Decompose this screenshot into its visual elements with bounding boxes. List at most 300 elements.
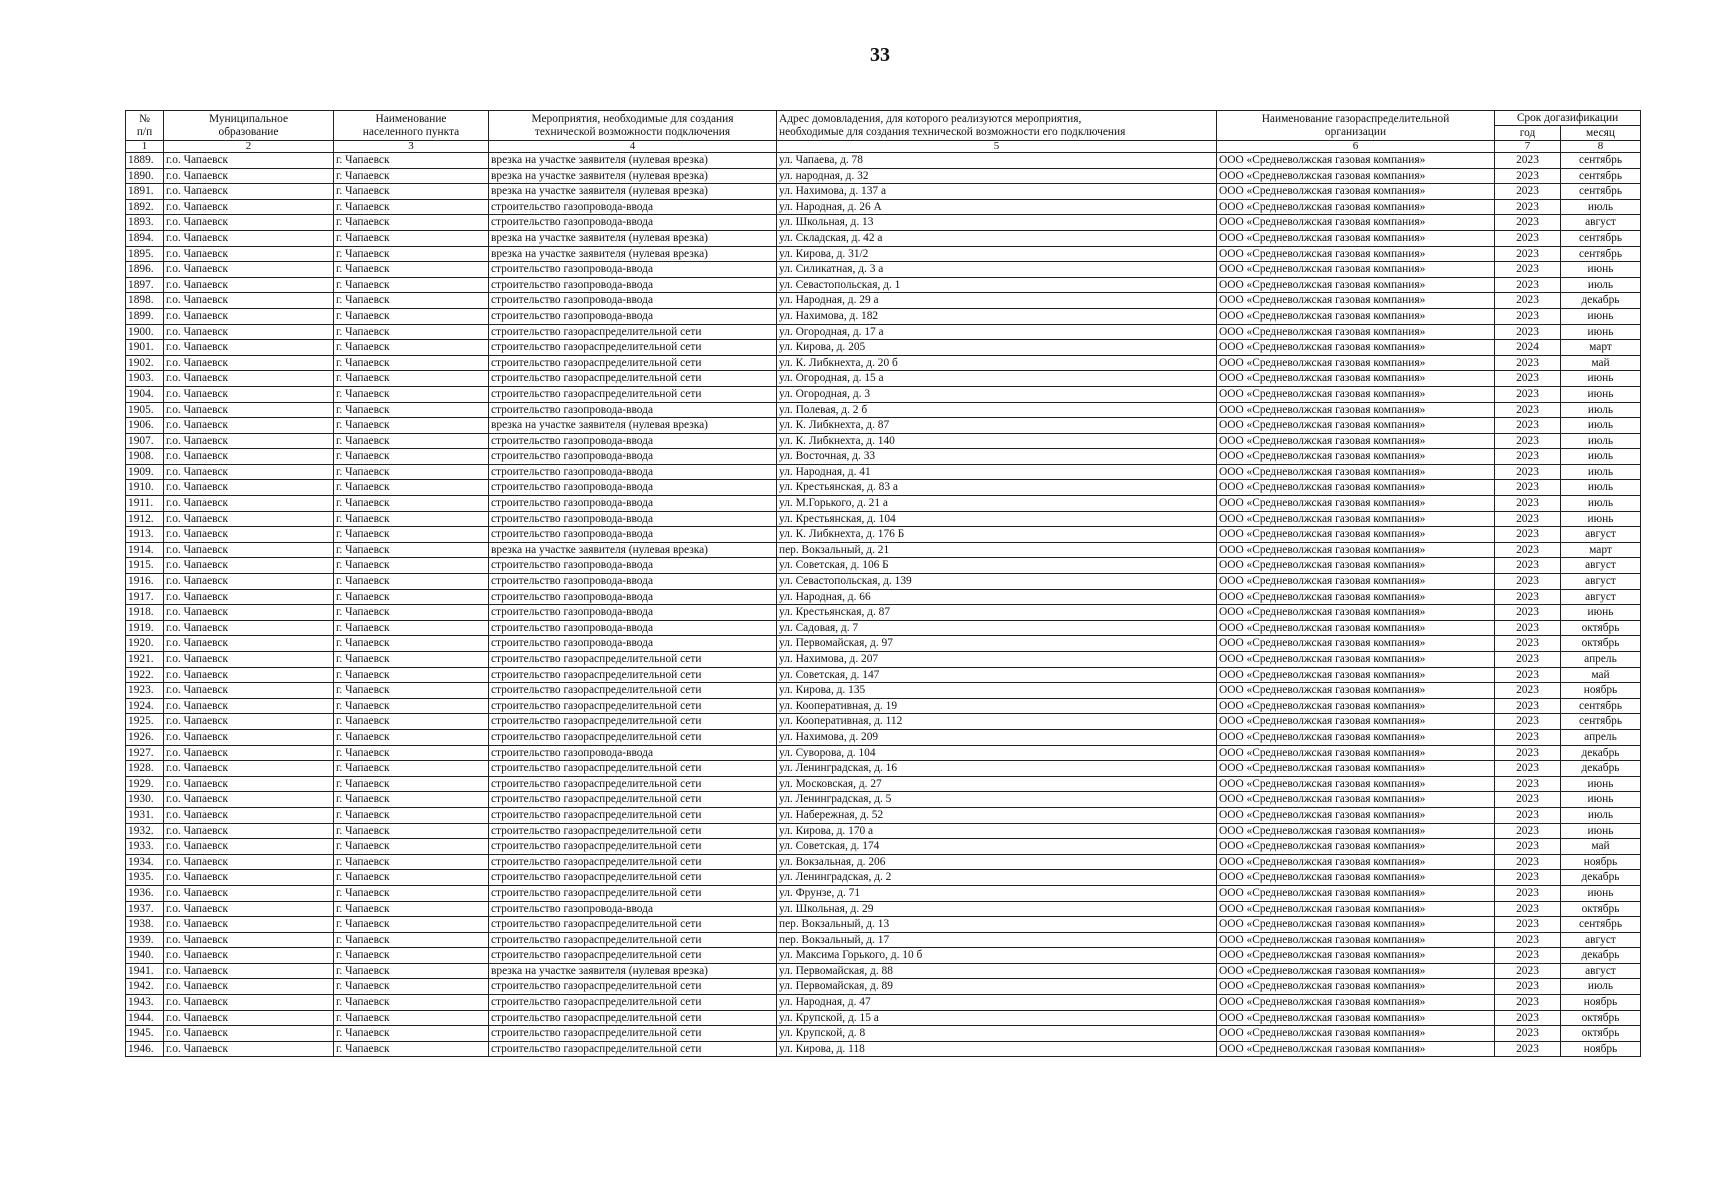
month-cell: сентябрь — [1561, 184, 1641, 200]
year-cell: 2023 — [1495, 605, 1561, 621]
year-cell: 2023 — [1495, 948, 1561, 964]
col-number: 6 — [1217, 141, 1495, 153]
activity-cell: строительство газораспределительной сети — [489, 839, 777, 855]
municipality-cell: г.о. Чапаевск — [164, 948, 334, 964]
address-cell: ул. Чапаева, д. 78 — [777, 153, 1217, 169]
table-row — [126, 215, 1641, 231]
row-number: 1923. — [126, 683, 164, 699]
locality-cell: г. Чапаевск — [334, 230, 489, 246]
month-cell: сентябрь — [1561, 698, 1641, 714]
organization-cell: ООО «Средневолжская газовая компания» — [1217, 963, 1495, 979]
row-number: 1889. — [126, 153, 164, 169]
address-cell: ул. Огородная, д. 3 — [777, 386, 1217, 402]
address-cell: ул. Восточная, д. 33 — [777, 449, 1217, 465]
locality-cell: г. Чапаевск — [334, 1041, 489, 1057]
address-cell: ул. К. Либкнехта, д. 87 — [777, 418, 1217, 434]
organization-cell: ООО «Средневолжская газовая компания» — [1217, 199, 1495, 215]
row-number: 1912. — [126, 511, 164, 527]
organization-cell: ООО «Средневолжская газовая компания» — [1217, 1010, 1495, 1026]
month-cell: сентябрь — [1561, 230, 1641, 246]
locality-cell: г. Чапаевск — [334, 527, 489, 543]
address-cell: ул. Суворова, д. 104 — [777, 745, 1217, 761]
locality-cell: г. Чапаевск — [334, 948, 489, 964]
municipality-cell: г.о. Чапаевск — [164, 464, 334, 480]
organization-cell: ООО «Средневолжская газовая компания» — [1217, 605, 1495, 621]
month-cell: апрель — [1561, 729, 1641, 745]
address-cell: ул. Фрунзе, д. 71 — [777, 885, 1217, 901]
year-cell: 2023 — [1495, 667, 1561, 683]
row-number: 1892. — [126, 199, 164, 215]
address-cell: ул. М.Горького, д. 21 а — [777, 496, 1217, 512]
municipality-cell: г.о. Чапаевск — [164, 449, 334, 465]
locality-cell: г. Чапаевск — [334, 168, 489, 184]
table-row — [126, 277, 1641, 293]
locality-cell: г. Чапаевск — [334, 714, 489, 730]
table-row — [126, 963, 1641, 979]
address-cell: ул. Кооперативная, д. 19 — [777, 698, 1217, 714]
table-row — [126, 496, 1641, 512]
activity-cell: строительство газораспределительной сети — [489, 776, 777, 792]
organization-cell: ООО «Средневолжская газовая компания» — [1217, 995, 1495, 1011]
locality-cell: г. Чапаевск — [334, 418, 489, 434]
municipality-cell: г.о. Чапаевск — [164, 184, 334, 200]
year-cell: 2023 — [1495, 636, 1561, 652]
month-cell: март — [1561, 340, 1641, 356]
organization-cell: ООО «Средневолжская газовая компания» — [1217, 574, 1495, 590]
year-cell: 2023 — [1495, 917, 1561, 933]
year-cell: 2023 — [1495, 932, 1561, 948]
municipality-cell: г.о. Чапаевск — [164, 355, 334, 371]
table-row — [126, 948, 1641, 964]
year-cell: 2023 — [1495, 854, 1561, 870]
year-cell: 2023 — [1495, 698, 1561, 714]
row-number: 1944. — [126, 1010, 164, 1026]
activity-cell: строительство газопровода-ввода — [489, 402, 777, 418]
row-number: 1905. — [126, 402, 164, 418]
address-cell: пер. Вокзальный, д. 13 — [777, 917, 1217, 933]
organization-cell: ООО «Средневолжская газовая компания» — [1217, 870, 1495, 886]
organization-cell: ООО «Средневолжская газовая компания» — [1217, 293, 1495, 309]
year-cell: 2023 — [1495, 511, 1561, 527]
table-row — [126, 761, 1641, 777]
locality-cell: г. Чапаевск — [334, 184, 489, 200]
table-row — [126, 979, 1641, 995]
locality-cell: г. Чапаевск — [334, 745, 489, 761]
address-cell: ул. Ленинградская, д. 2 — [777, 870, 1217, 886]
municipality-cell: г.о. Чапаевск — [164, 761, 334, 777]
activity-cell: строительство газораспределительной сети — [489, 714, 777, 730]
organization-cell: ООО «Средневолжская газовая компания» — [1217, 371, 1495, 387]
organization-cell: ООО «Средневолжская газовая компания» — [1217, 823, 1495, 839]
row-number: 1931. — [126, 807, 164, 823]
month-cell: июнь — [1561, 823, 1641, 839]
activity-cell: строительство газопровода-ввода — [489, 308, 777, 324]
table-row — [126, 917, 1641, 933]
table-row — [126, 293, 1641, 309]
table-row — [126, 714, 1641, 730]
municipality-cell: г.о. Чапаевск — [164, 605, 334, 621]
address-cell: ул. Нахимова, д. 137 а — [777, 184, 1217, 200]
table-row — [126, 605, 1641, 621]
address-cell: ул. Крупской, д. 8 — [777, 1026, 1217, 1042]
municipality-cell: г.о. Чапаевск — [164, 979, 334, 995]
row-number: 1936. — [126, 885, 164, 901]
address-cell: ул. Севастопольская, д. 1 — [777, 277, 1217, 293]
municipality-cell: г.о. Чапаевск — [164, 511, 334, 527]
table-row — [126, 433, 1641, 449]
municipality-cell: г.о. Чапаевск — [164, 293, 334, 309]
month-cell: декабрь — [1561, 870, 1641, 886]
year-cell: 2023 — [1495, 277, 1561, 293]
row-number: 1925. — [126, 714, 164, 730]
locality-cell: г. Чапаевск — [334, 839, 489, 855]
locality-cell: г. Чапаевск — [334, 667, 489, 683]
year-cell: 2023 — [1495, 324, 1561, 340]
organization-cell: ООО «Средневолжская газовая компания» — [1217, 807, 1495, 823]
table-row — [126, 168, 1641, 184]
row-number: 1946. — [126, 1041, 164, 1057]
table-container — [125, 110, 1641, 1057]
month-cell: июнь — [1561, 308, 1641, 324]
year-cell: 2023 — [1495, 823, 1561, 839]
organization-cell: ООО «Средневолжская газовая компания» — [1217, 480, 1495, 496]
activity-cell: строительство газопровода-ввода — [489, 215, 777, 231]
organization-cell: ООО «Средневолжская газовая компания» — [1217, 355, 1495, 371]
activity-cell: строительство газопровода-ввода — [489, 745, 777, 761]
year-cell: 2023 — [1495, 168, 1561, 184]
col-number: 3 — [334, 141, 489, 153]
address-cell: ул. Советская, д. 106 Б — [777, 558, 1217, 574]
address-cell: ул. Кирова, д. 135 — [777, 683, 1217, 699]
activity-cell: строительство газораспределительной сети — [489, 324, 777, 340]
table-row — [126, 1041, 1641, 1057]
year-cell: 2023 — [1495, 729, 1561, 745]
municipality-cell: г.о. Чапаевск — [164, 901, 334, 917]
table-row — [126, 184, 1641, 200]
activity-cell: строительство газораспределительной сети — [489, 667, 777, 683]
address-cell: ул. Московская, д. 27 — [777, 776, 1217, 792]
year-cell: 2023 — [1495, 901, 1561, 917]
activity-cell: строительство газопровода-ввода — [489, 605, 777, 621]
year-cell: 2023 — [1495, 620, 1561, 636]
organization-cell: ООО «Средневолжская газовая компания» — [1217, 839, 1495, 855]
organization-cell: ООО «Средневолжская газовая компания» — [1217, 917, 1495, 933]
gasification-table — [125, 110, 1641, 1057]
activity-cell: строительство газопровода-ввода — [489, 480, 777, 496]
row-number: 1899. — [126, 308, 164, 324]
year-cell: 2023 — [1495, 371, 1561, 387]
municipality-cell: г.о. Чапаевск — [164, 745, 334, 761]
row-number: 1897. — [126, 277, 164, 293]
activity-cell: строительство газораспределительной сети — [489, 1041, 777, 1057]
organization-cell: ООО «Средневолжская газовая компания» — [1217, 262, 1495, 278]
organization-cell: ООО «Средневолжская газовая компания» — [1217, 511, 1495, 527]
address-cell: ул. Нахимова, д. 207 — [777, 652, 1217, 668]
locality-cell: г. Чапаевск — [334, 901, 489, 917]
municipality-cell: г.о. Чапаевск — [164, 246, 334, 262]
year-cell: 2023 — [1495, 184, 1561, 200]
row-number: 1898. — [126, 293, 164, 309]
municipality-cell: г.о. Чапаевск — [164, 340, 334, 356]
row-number: 1938. — [126, 917, 164, 933]
organization-cell: ООО «Средневолжская газовая компания» — [1217, 979, 1495, 995]
header-num: № п/п — [126, 111, 164, 141]
row-number: 1919. — [126, 620, 164, 636]
municipality-cell: г.о. Чапаевск — [164, 262, 334, 278]
organization-cell: ООО «Средневолжская газовая компания» — [1217, 433, 1495, 449]
locality-cell: г. Чапаевск — [334, 854, 489, 870]
row-number: 1939. — [126, 932, 164, 948]
municipality-cell: г.о. Чапаевск — [164, 714, 334, 730]
organization-cell: ООО «Средневолжская газовая компания» — [1217, 308, 1495, 324]
year-cell: 2023 — [1495, 262, 1561, 278]
table-row — [126, 792, 1641, 808]
locality-cell: г. Чапаевск — [334, 870, 489, 886]
activity-cell: строительство газораспределительной сети — [489, 854, 777, 870]
locality-cell: г. Чапаевск — [334, 807, 489, 823]
table-row — [126, 355, 1641, 371]
locality-cell: г. Чапаевск — [334, 324, 489, 340]
locality-cell: г. Чапаевск — [334, 246, 489, 262]
col-number: 7 — [1495, 141, 1561, 153]
month-cell: июль — [1561, 464, 1641, 480]
address-cell: ул. Крестьянская, д. 83 а — [777, 480, 1217, 496]
table-row — [126, 995, 1641, 1011]
organization-cell: ООО «Средневолжская газовая компания» — [1217, 324, 1495, 340]
locality-cell: г. Чапаевск — [334, 1010, 489, 1026]
locality-cell: г. Чапаевск — [334, 355, 489, 371]
month-cell: май — [1561, 839, 1641, 855]
municipality-cell: г.о. Чапаевск — [164, 199, 334, 215]
row-number: 1935. — [126, 870, 164, 886]
row-number: 1914. — [126, 542, 164, 558]
municipality-cell: г.о. Чапаевск — [164, 418, 334, 434]
table-row — [126, 230, 1641, 246]
activity-cell: врезка на участке заявителя (нулевая врезка) — [489, 246, 777, 262]
year-cell: 2023 — [1495, 558, 1561, 574]
year-cell: 2023 — [1495, 995, 1561, 1011]
month-cell: март — [1561, 542, 1641, 558]
table-row — [126, 153, 1641, 169]
address-cell: ул. Вокзальная, д. 206 — [777, 854, 1217, 870]
year-cell: 2023 — [1495, 963, 1561, 979]
table-row — [126, 885, 1641, 901]
row-number: 1903. — [126, 371, 164, 387]
locality-cell: г. Чапаевск — [334, 963, 489, 979]
locality-cell: г. Чапаевск — [334, 652, 489, 668]
activity-cell: врезка на участке заявителя (нулевая врезка) — [489, 153, 777, 169]
table-header — [126, 111, 1641, 153]
activity-cell: строительство газораспределительной сети — [489, 885, 777, 901]
activity-cell: строительство газораспределительной сети — [489, 995, 777, 1011]
page-number: 33 — [870, 44, 890, 66]
municipality-cell: г.о. Чапаевск — [164, 807, 334, 823]
municipality-cell: г.о. Чапаевск — [164, 1026, 334, 1042]
activity-cell: строительство газораспределительной сети — [489, 355, 777, 371]
month-cell: май — [1561, 355, 1641, 371]
month-cell: сентябрь — [1561, 917, 1641, 933]
locality-cell: г. Чапаевск — [334, 823, 489, 839]
locality-cell: г. Чапаевск — [334, 698, 489, 714]
row-number: 1928. — [126, 761, 164, 777]
year-cell: 2023 — [1495, 230, 1561, 246]
activity-cell: строительство газораспределительной сети — [489, 652, 777, 668]
organization-cell: ООО «Средневолжская газовая компания» — [1217, 464, 1495, 480]
month-cell: сентябрь — [1561, 168, 1641, 184]
municipality-cell: г.о. Чапаевск — [164, 932, 334, 948]
row-number: 1934. — [126, 854, 164, 870]
activity-cell: строительство газопровода-ввода — [489, 449, 777, 465]
month-cell: июль — [1561, 807, 1641, 823]
municipality-cell: г.о. Чапаевск — [164, 870, 334, 886]
col-number: 4 — [489, 141, 777, 153]
locality-cell: г. Чапаевск — [334, 792, 489, 808]
year-cell: 2023 — [1495, 807, 1561, 823]
table-row — [126, 652, 1641, 668]
table-row — [126, 340, 1641, 356]
month-cell: июль — [1561, 402, 1641, 418]
table-row — [126, 402, 1641, 418]
activity-cell: строительство газораспределительной сети — [489, 807, 777, 823]
year-cell: 2023 — [1495, 1026, 1561, 1042]
municipality-cell: г.о. Чапаевск — [164, 371, 334, 387]
address-cell: ул. Первомайская, д. 88 — [777, 963, 1217, 979]
row-number: 1941. — [126, 963, 164, 979]
month-cell: август — [1561, 963, 1641, 979]
organization-cell: ООО «Средневолжская газовая компания» — [1217, 1041, 1495, 1057]
row-number: 1893. — [126, 215, 164, 231]
table-row — [126, 667, 1641, 683]
row-number: 1901. — [126, 340, 164, 356]
activity-cell: врезка на участке заявителя (нулевая врезка) — [489, 230, 777, 246]
activity-cell: строительство газопровода-ввода — [489, 433, 777, 449]
activity-cell: строительство газораспределительной сети — [489, 698, 777, 714]
municipality-cell: г.о. Чапаевск — [164, 995, 334, 1011]
organization-cell: ООО «Средневолжская газовая компания» — [1217, 932, 1495, 948]
activity-cell: строительство газопровода-ввода — [489, 511, 777, 527]
month-cell: октябрь — [1561, 901, 1641, 917]
locality-cell: г. Чапаевск — [334, 308, 489, 324]
locality-cell: г. Чапаевск — [334, 496, 489, 512]
table-row — [126, 262, 1641, 278]
table-row — [126, 464, 1641, 480]
locality-cell: г. Чапаевск — [334, 620, 489, 636]
address-cell: ул. Огородная, д. 15 а — [777, 371, 1217, 387]
row-number: 1907. — [126, 433, 164, 449]
row-number: 1943. — [126, 995, 164, 1011]
year-cell: 2023 — [1495, 1041, 1561, 1057]
address-cell: ул. Народная, д. 66 — [777, 589, 1217, 605]
locality-cell: г. Чапаевск — [334, 215, 489, 231]
locality-cell: г. Чапаевск — [334, 449, 489, 465]
month-cell: июль — [1561, 496, 1641, 512]
address-cell: ул. К. Либкнехта, д. 140 — [777, 433, 1217, 449]
organization-cell: ООО «Средневолжская газовая компания» — [1217, 230, 1495, 246]
organization-cell: ООО «Средневолжская газовая компания» — [1217, 418, 1495, 434]
address-cell: ул. Нахимова, д. 209 — [777, 729, 1217, 745]
year-cell: 2023 — [1495, 761, 1561, 777]
municipality-cell: г.о. Чапаевск — [164, 308, 334, 324]
organization-cell: ООО «Средневолжская газовая компания» — [1217, 527, 1495, 543]
year-cell: 2023 — [1495, 979, 1561, 995]
address-cell: ул. народная, д. 32 — [777, 168, 1217, 184]
locality-cell: г. Чапаевск — [334, 1026, 489, 1042]
municipality-cell: г.о. Чапаевск — [164, 153, 334, 169]
organization-cell: ООО «Средневолжская газовая компания» — [1217, 386, 1495, 402]
municipality-cell: г.о. Чапаевск — [164, 729, 334, 745]
activity-cell: строительство газораспределительной сети — [489, 823, 777, 839]
table-row — [126, 511, 1641, 527]
month-cell: май — [1561, 667, 1641, 683]
row-number: 1916. — [126, 574, 164, 590]
municipality-cell: г.о. Чапаевск — [164, 839, 334, 855]
row-number: 1915. — [126, 558, 164, 574]
year-cell: 2023 — [1495, 402, 1561, 418]
activity-cell: строительство газораспределительной сети — [489, 932, 777, 948]
month-cell: август — [1561, 215, 1641, 231]
month-cell: июнь — [1561, 511, 1641, 527]
row-number: 1910. — [126, 480, 164, 496]
activity-cell: строительство газораспределительной сети — [489, 948, 777, 964]
year-cell: 2023 — [1495, 480, 1561, 496]
address-cell: ул. Кирова, д. 205 — [777, 340, 1217, 356]
header-month: месяц — [1561, 126, 1641, 141]
address-cell: ул. Народная, д. 47 — [777, 995, 1217, 1011]
header-term: Срок догазификации — [1495, 111, 1641, 126]
address-cell: ул. Крестьянская, д. 87 — [777, 605, 1217, 621]
table-row — [126, 729, 1641, 745]
locality-cell: г. Чапаевск — [334, 683, 489, 699]
month-cell: июль — [1561, 979, 1641, 995]
organization-cell: ООО «Средневолжская газовая компания» — [1217, 589, 1495, 605]
address-cell: ул. Полевая, д. 2 б — [777, 402, 1217, 418]
organization-cell: ООО «Средневолжская газовая компания» — [1217, 636, 1495, 652]
activity-cell: строительство газопровода-ввода — [489, 620, 777, 636]
organization-cell: ООО «Средневолжская газовая компания» — [1217, 854, 1495, 870]
locality-cell: г. Чапаевск — [334, 153, 489, 169]
table-row — [126, 1010, 1641, 1026]
row-number: 1906. — [126, 418, 164, 434]
address-cell: ул. Ленинградская, д. 16 — [777, 761, 1217, 777]
address-cell: ул. Севастопольская, д. 139 — [777, 574, 1217, 590]
activity-cell: строительство газораспределительной сети — [489, 1010, 777, 1026]
year-cell: 2023 — [1495, 433, 1561, 449]
address-cell: пер. Вокзальный, д. 21 — [777, 542, 1217, 558]
organization-cell: ООО «Средневолжская газовая компания» — [1217, 168, 1495, 184]
year-cell: 2023 — [1495, 885, 1561, 901]
address-cell: ул. Крестьянская, д. 104 — [777, 511, 1217, 527]
municipality-cell: г.о. Чапаевск — [164, 433, 334, 449]
table-row — [126, 636, 1641, 652]
organization-cell: ООО «Средневолжская газовая компания» — [1217, 184, 1495, 200]
locality-cell: г. Чапаевск — [334, 464, 489, 480]
month-cell: июль — [1561, 449, 1641, 465]
address-cell: ул. Первомайская, д. 89 — [777, 979, 1217, 995]
table-row — [126, 308, 1641, 324]
organization-cell: ООО «Средневолжская газовая компания» — [1217, 901, 1495, 917]
locality-cell: г. Чапаевск — [334, 480, 489, 496]
year-cell: 2023 — [1495, 652, 1561, 668]
locality-cell: г. Чапаевск — [334, 885, 489, 901]
row-number: 1909. — [126, 464, 164, 480]
month-cell: август — [1561, 574, 1641, 590]
table-row — [126, 776, 1641, 792]
header-year: год — [1495, 126, 1561, 141]
address-cell: ул. Складская, д. 42 а — [777, 230, 1217, 246]
municipality-cell: г.о. Чапаевск — [164, 667, 334, 683]
table-row — [126, 324, 1641, 340]
address-cell: ул. Максима Горького, д. 10 б — [777, 948, 1217, 964]
